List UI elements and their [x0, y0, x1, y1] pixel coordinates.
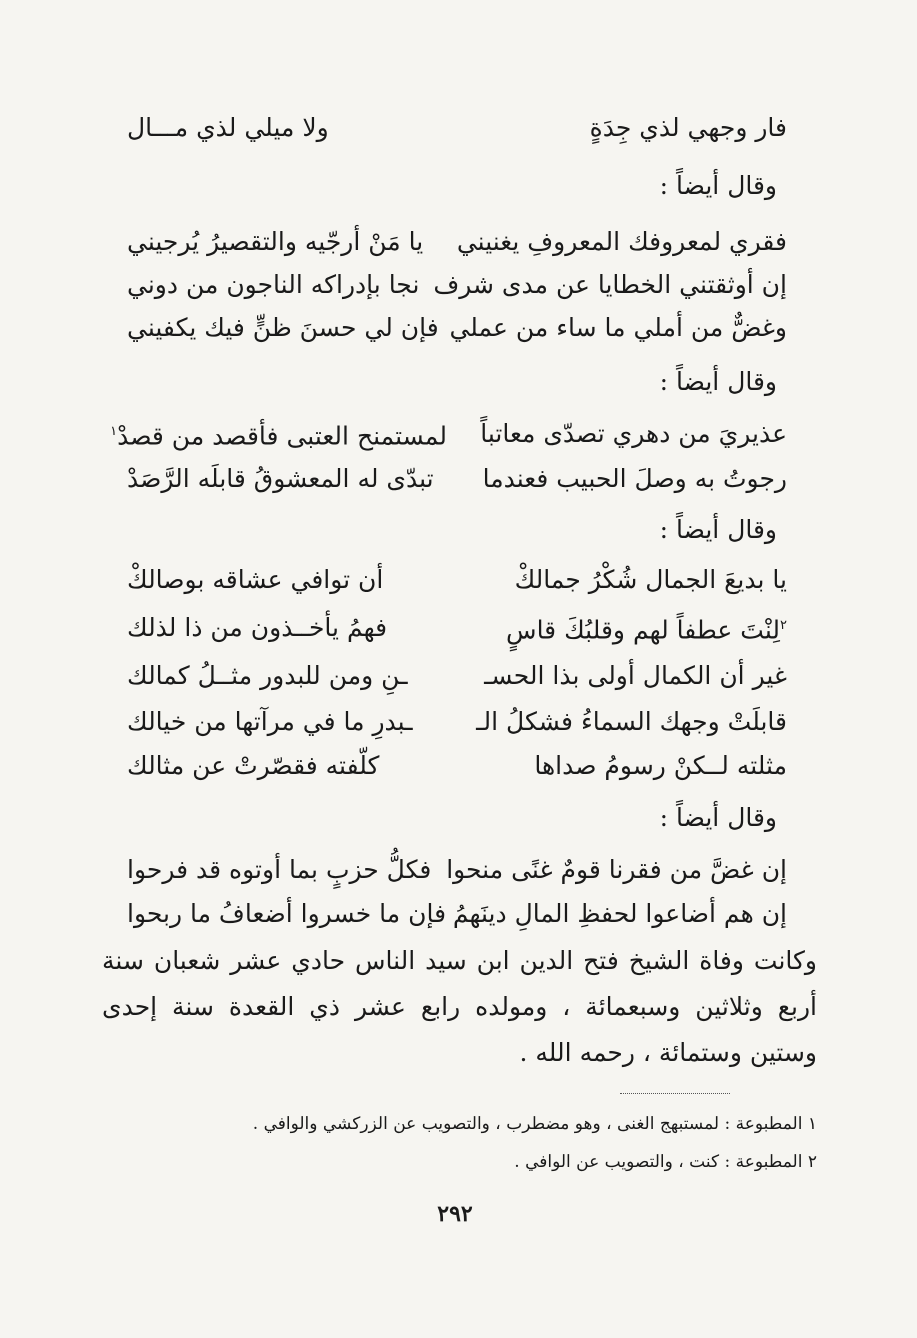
verse-first-hemistich: رجوتُ به وصلَ الحبيب فعندما — [482, 464, 787, 493]
verse-first-hemistich-text: لِنْتَ عطفاً لهم وقلبُكَ قاسٍ — [506, 615, 781, 645]
prose-paragraph: وكانت وفاة الشيخ فتح الدين ابن سيد الناس حادي عشر شعبان سنة أربع وثلاثين وسبعمائة ، ومولده رابع عشر ذي القعدة سنة إحدى وستين وستمائة ، رحمه الله . — [102, 946, 817, 1067]
verse-second-hemistich: فإن لي حسنَ ظنٍّ فيك يكفيني — [127, 313, 439, 342]
verse-line — [127, 455, 787, 503]
verse-first-hemistich: يا بديعَ الجمال شُكْرُ جمالكْ — [514, 565, 787, 594]
footnote-ref-1: ١ — [110, 423, 118, 439]
poem-intro: وقال أيضاً : — [659, 515, 777, 544]
verse-first-hemistich: فار وجهي لذي جِدَةٍ — [589, 113, 787, 142]
page-number: ٢٩٢ — [437, 1201, 473, 1227]
footnote-2: ٢ المطبوعة : كنت ، والتصويب عن الوافي . — [514, 1152, 817, 1172]
verse-line — [127, 218, 787, 266]
verse-second-hemistich: فكلُّ حزبٍ بما أوتوه قد فرحوا — [127, 855, 432, 884]
verse-second-hemistich: أن توافي عشاقه بوصالكْ — [127, 565, 384, 594]
verse-first-hemistich: قابلَتْ وجهك السماءُ فشكلُ الـ — [476, 707, 787, 736]
verse-second-hemistich: ولا ميلي لذي مـــال — [127, 113, 329, 142]
verse-first-hemistich: فقري لمعروفك المعروفِ يغنيني — [456, 227, 787, 256]
verse-line — [127, 652, 787, 700]
verse-line — [127, 261, 787, 309]
verse-second-hemistich: ـبدرِ ما في مرآتها من خيالك — [127, 707, 413, 736]
verse-line — [127, 104, 787, 152]
verse-first-hemistich: وغضٌّ من أملي ما ساء من عملي — [449, 313, 787, 342]
footnote-separator — [620, 1093, 730, 1094]
verse-first-hemistich: إن هم أضاعوا لحفظِ المالِ دينَهمُ — [452, 899, 787, 928]
verse-line — [110, 410, 787, 458]
verse-first-hemistich — [467, 602, 787, 654]
verse-first-hemistich: غير أن الكمال أولى بذا الحسـ — [484, 661, 787, 690]
footnote-ref-2: ٢ — [780, 617, 787, 633]
verse-line — [127, 890, 787, 938]
verse-line — [127, 556, 787, 604]
verse-first-hemistich: عذيريَ من دهري تصدّى معاتباً — [480, 419, 787, 448]
verse-second-hemistich-before-ref: لمستمنح العتبى فأقصد من قصدْ — [117, 421, 447, 451]
verse-line — [127, 846, 787, 894]
verse-first-hemistich: إن أوثقتني الخطايا عن مدى شرف — [433, 270, 787, 299]
verse-second-hemistich: نجا بإدراكه الناجون من دوني — [127, 270, 420, 299]
verse-first-hemistich: مثلته لــكنْ رسومُ صداها — [534, 751, 787, 780]
poem-intro: وقال أيضاً : — [659, 367, 777, 396]
footnote-1: ١ المطبوعة : لمستبهج الغنى ، وهو مضطرب ، والتصويب عن الزركشي والوافي . — [252, 1114, 817, 1134]
verse-line — [127, 742, 787, 790]
poem-intro: وقال أيضاً : — [659, 803, 777, 832]
verse-line — [127, 698, 787, 746]
verse-second-hemistich — [110, 408, 447, 460]
verse-second-hemistich: ـنِ ومن للبدور مثــلُ كمالك — [127, 661, 408, 690]
poem-intro: وقال أيضاً : — [659, 171, 777, 200]
verse-second-hemistich: كلّفته فقصّرتْ عن مثالك — [127, 751, 380, 780]
verse-line — [127, 304, 787, 352]
verse-first-hemistich: إن غضَّ من فقرنا قومٌ غنًى منحوا — [446, 855, 787, 884]
verse-second-hemistich: يا مَنْ أرجّيه والتقصيرُ يُرجيني — [127, 227, 424, 256]
verse-second-hemistich: تبدّى له المعشوقُ قابلَه الرَّصَدْ — [127, 464, 434, 493]
verse-line — [127, 604, 787, 652]
verse-second-hemistich: فإن ما خسروا أضعافُ ما ربحوا — [127, 899, 447, 928]
verse-second-hemistich: فهمُ يأخــذون من ذا لذلك — [127, 613, 388, 642]
